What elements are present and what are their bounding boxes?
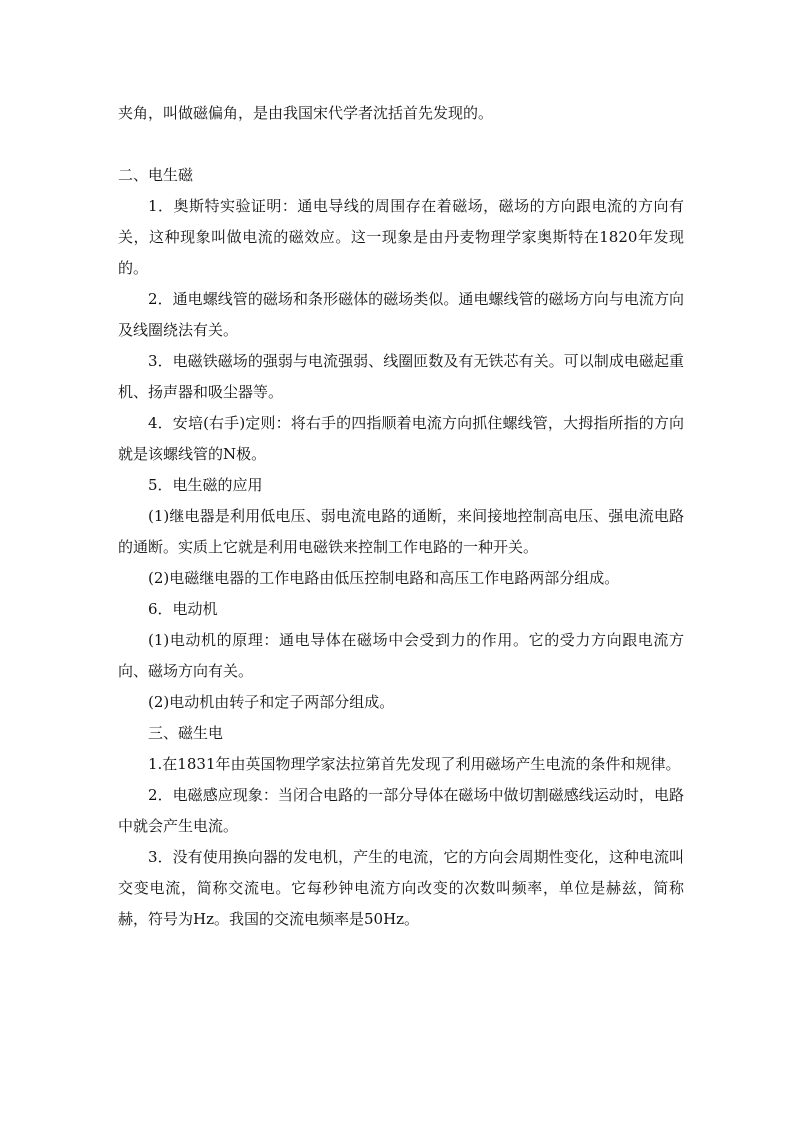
paragraph-induction: 2．电磁感应现象：当闭合电路的一部分导体在磁场中做切割磁感线运动时，电路中就会产生电流。 <box>118 786 684 835</box>
paragraph-electromagnet-strength: 3．电磁铁磁场的强弱与电流强弱、线圈匝数及有无铁芯有关。可以制成电磁起重机、扬声器和吸尘器等。 <box>118 352 684 401</box>
paragraph-gap <box>118 129 684 160</box>
paragraph-faraday: 1.在1831年由英国物理学家法拉第首先发现了利用磁场产生电流的条件和规律。 <box>148 755 681 773</box>
paragraph-motor-parts: (2)电动机由转子和定子两部分组成。 <box>148 693 395 711</box>
paragraph-oersted-experiment: 1．奥斯特实验证明：通电导线的周围存在着磁场，磁场的方向跟电流的方向有关，这种现象叫做电流的磁效应。这一现象是由丹麦物理学家奥斯特在1820年发现的。 <box>118 197 684 277</box>
paragraph-solenoid-field: 2．通电螺线管的磁场和条形磁体的磁场类似。通电螺线管的磁场方向与电流方向及线圈绕法有关。 <box>118 290 684 339</box>
document-page <box>118 98 684 935</box>
section-heading-magnetism-to-electricity: 三、磁生电 <box>148 724 224 742</box>
paragraph-relay-circuits: (2)电磁继电器的工作电路由低压控制电路和高压工作电路两部分组成。 <box>148 569 620 587</box>
subheading-motor: 6．电动机 <box>148 600 218 618</box>
paragraph-alternating-current: 3．没有使用换向器的发电机，产生的电流，它的方向会周期性变化，这种电流叫交变电流，简称交流电。它每秒钟电流方向改变的次数叫频率，单位是赫兹，简称赫，符号为Hz。我国的交流电频率是50Hz。 <box>118 848 684 928</box>
intro-paragraph: 夹角，叫做磁偏角，是由我国宋代学者沈括首先发现的。 <box>118 104 494 122</box>
section-heading-electricity-to-magnetism: 二、电生磁 <box>118 166 194 184</box>
subheading-applications: 5．电生磁的应用 <box>148 476 263 494</box>
paragraph-ampere-rule: 4．安培(右手)定则：将右手的四指顺着电流方向抓住螺线管，大拇指所指的方向就是该螺线管的N极。 <box>118 414 684 463</box>
paragraph-relay: (1)继电器是利用低电压、弱电流电路的通断，来间接地控制高电压、强电流电路的通断。实质上它就是利用电磁铁来控制工作电路的一种开关。 <box>118 507 684 556</box>
paragraph-motor-principle: (1)电动机的原理：通电导体在磁场中会受到力的作用。它的受力方向跟电流方向、磁场方向有关。 <box>118 631 684 680</box>
